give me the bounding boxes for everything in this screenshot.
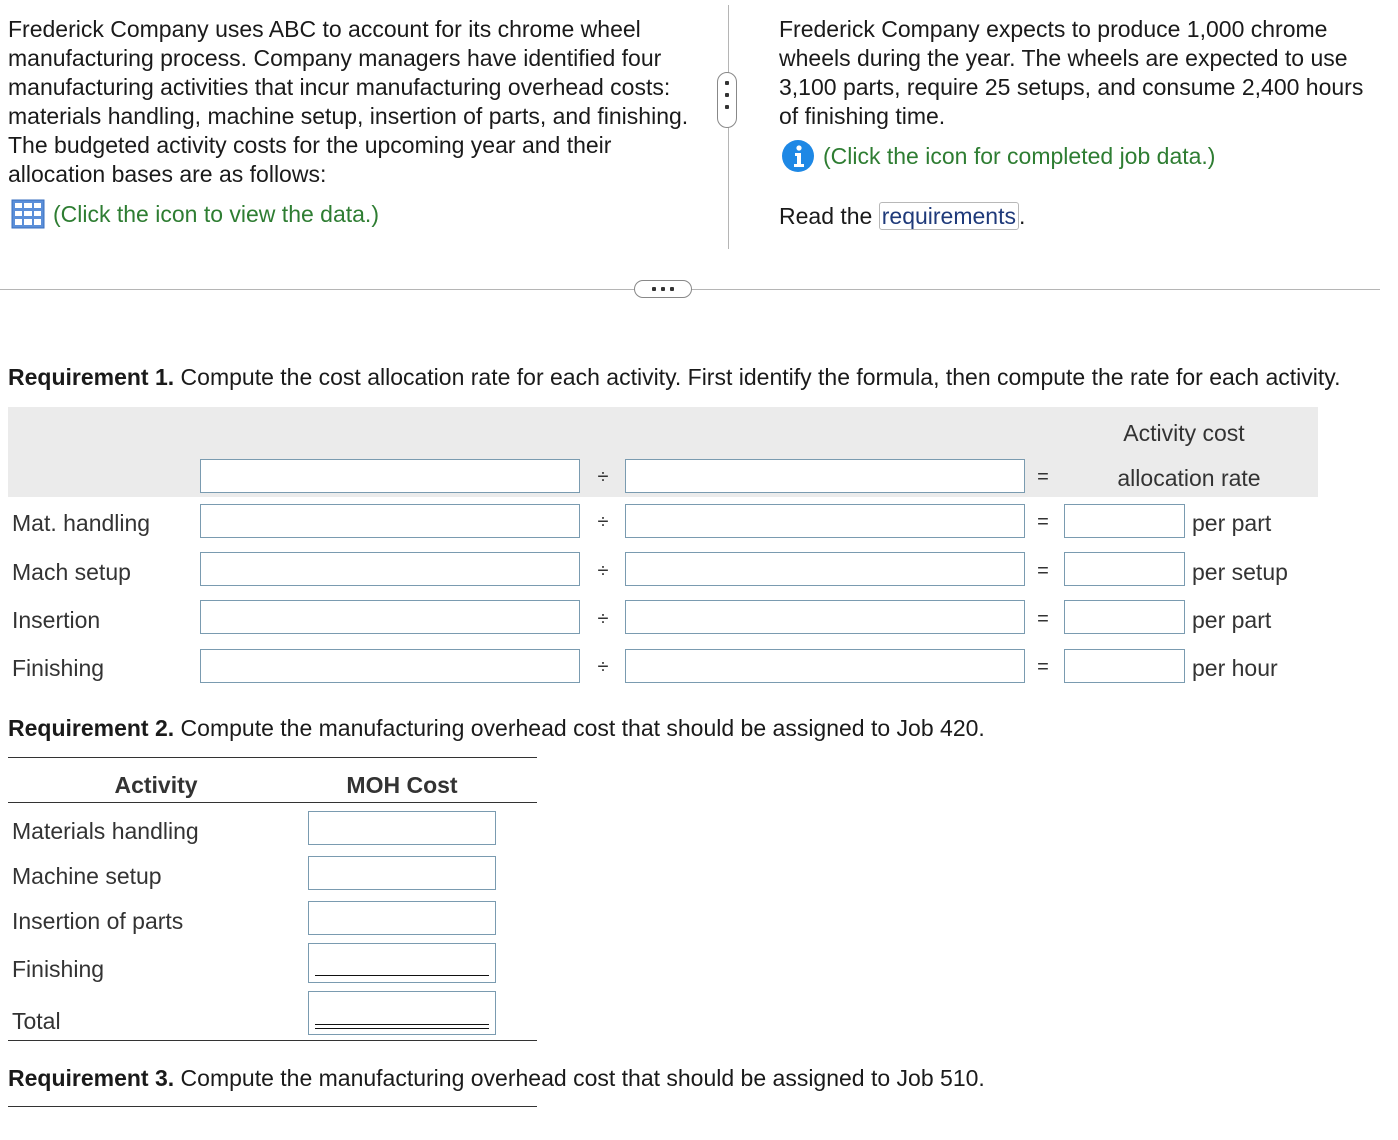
- col-header-moh-cost: MOH Cost: [346, 772, 458, 798]
- req2-table-top-rule: [8, 757, 537, 758]
- left-panel-paragraph: Frederick Company uses ABC to account for its chrome wheel manufacturing process. Company managers have identified four manufacturing activities that incur manufacturing overhead costs: materials handling, machine setup, insertion of parts, and finishing. The budgeted activity costs for the upcoming year and their allocation bases are as follows:: [8, 16, 689, 187]
- double-underline-bottom: [315, 1028, 489, 1029]
- equals-sign: =: [1037, 511, 1049, 533]
- read-prefix: Read the: [779, 203, 873, 229]
- equals-sign: =: [1037, 608, 1049, 630]
- row-label-insertion: Insertion: [12, 607, 101, 633]
- single-underline: [315, 975, 489, 976]
- divide-sign: ÷: [597, 656, 609, 678]
- col-header-activity: Activity: [114, 772, 198, 798]
- finishing-cost-input[interactable]: [200, 649, 580, 683]
- moh-insertion-input[interactable]: [308, 901, 496, 935]
- req2-row-finishing: Finishing: [12, 956, 105, 982]
- req2-header-rule: [8, 802, 537, 803]
- horizontal-resize-handle[interactable]: [634, 280, 692, 298]
- req2-row-total: Total: [12, 1008, 61, 1034]
- unit-mat-handling: per part: [1192, 510, 1272, 536]
- moh-materials-handling-input[interactable]: [308, 811, 496, 845]
- rate-header-line1: Activity cost: [1123, 420, 1245, 446]
- formula-numerator-input[interactable]: [200, 459, 580, 493]
- requirements-link[interactable]: requirements: [879, 202, 1019, 230]
- finishing-base-input[interactable]: [625, 649, 1025, 683]
- unit-insertion: per part: [1192, 607, 1272, 633]
- req3-table-top-rule: [8, 1106, 537, 1107]
- row-label-finishing: Finishing: [12, 655, 105, 681]
- mach-setup-base-input[interactable]: [625, 552, 1025, 586]
- job-data-link[interactable]: [781, 139, 1215, 173]
- divide-sign: ÷: [597, 560, 609, 582]
- mat-handling-rate-input[interactable]: [1064, 504, 1185, 538]
- unit-mach-setup: per setup: [1192, 559, 1288, 585]
- equals-sign: =: [1037, 560, 1049, 582]
- req3-text: Compute the manufacturing overhead cost that should be assigned to Job 510.: [180, 1065, 985, 1091]
- req2-heading: [8, 715, 985, 742]
- vertical-resize-handle[interactable]: [717, 72, 737, 128]
- read-suffix: .: [1018, 203, 1026, 229]
- moh-machine-setup-input[interactable]: [308, 856, 496, 890]
- mach-setup-cost-input[interactable]: [200, 552, 580, 586]
- row-label-mat-handling: Mat. handling: [12, 510, 151, 536]
- req2-row-machine-setup: Machine setup: [12, 863, 162, 889]
- req1-label: Requirement 1.: [8, 364, 175, 390]
- insertion-cost-input[interactable]: [200, 600, 580, 634]
- view-data-link[interactable]: [11, 199, 379, 229]
- divide-sign: ÷: [597, 466, 609, 488]
- rate-header-line2: allocation rate: [1117, 465, 1261, 491]
- req1-text: Compute the cost allocation rate for each activity. First identify the formula, then compute the rate for each activity.: [180, 364, 1341, 390]
- req2-label: Requirement 2.: [8, 715, 175, 741]
- mat-handling-cost-input[interactable]: [200, 504, 580, 538]
- job-data-link-text[interactable]: (Click the icon for completed job data.): [823, 142, 1216, 169]
- read-requirements-line: [779, 203, 1025, 230]
- req2-table-bottom-rule: [8, 1040, 537, 1041]
- mach-setup-rate-input[interactable]: [1064, 552, 1185, 586]
- row-label-mach-setup: Mach setup: [12, 559, 131, 585]
- req1-heading: [8, 364, 1340, 391]
- double-underline-top: [315, 1024, 489, 1025]
- req2-row-insertion: Insertion of parts: [12, 908, 184, 934]
- unit-finishing: per hour: [1192, 655, 1278, 681]
- right-panel-paragraph: Frederick Company expects to produce 1,000 chrome wheels during the year. The wheels are expected to use 3,100 parts, require 25 setups, and consume 2,400 hours of finishing time.: [779, 16, 1364, 129]
- moh-finishing-input[interactable]: [308, 943, 496, 983]
- table-grid-icon[interactable]: [11, 199, 45, 229]
- divide-sign: ÷: [597, 608, 609, 630]
- insertion-base-input[interactable]: [625, 600, 1025, 634]
- mat-handling-base-input[interactable]: [625, 504, 1025, 538]
- equals-sign: =: [1037, 656, 1049, 678]
- insertion-rate-input[interactable]: [1064, 600, 1185, 634]
- view-data-link-text[interactable]: (Click the icon to view the data.): [53, 200, 379, 227]
- req2-row-materials-handling: Materials handling: [12, 818, 199, 844]
- req3-heading: [8, 1065, 985, 1092]
- req2-text: Compute the manufacturing overhead cost that should be assigned to Job 420.: [180, 715, 985, 741]
- info-icon[interactable]: [781, 139, 815, 173]
- equals-sign: =: [1037, 466, 1049, 488]
- req3-label: Requirement 3.: [8, 1065, 175, 1091]
- finishing-rate-input[interactable]: [1064, 649, 1185, 683]
- formula-denominator-input[interactable]: [625, 459, 1025, 493]
- divide-sign: ÷: [597, 511, 609, 533]
- moh-total-input[interactable]: [308, 991, 496, 1035]
